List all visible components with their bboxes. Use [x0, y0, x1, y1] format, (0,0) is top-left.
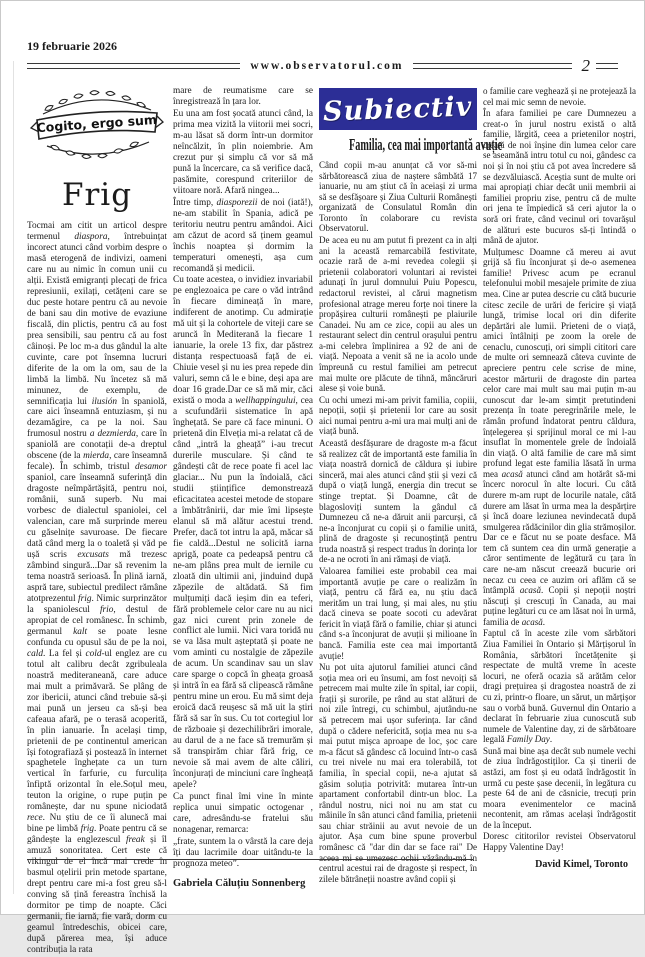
- page-header: [1, 1, 644, 74]
- site-url[interactable]: www.observatorul.com: [250, 59, 404, 72]
- paragraph: mare de reumatisme care se înregistrează în țara lor.: [173, 86, 313, 107]
- paragraph: Faptul că în aceste zile vom sărbători Ziua Familiei în Ontario și Mărțișorul în România, sărbători încetățenite și respectate de multă vreme în aceste locuri, ne oferă ocazia să arătăm celor dragi prețuirea și dragostea noastră de zi cu zi, printr-o floare, un sărut, un mărțișor sau o vorbă bună. Guvernul din Ontario a declarat în februarie ziua cunoscută sub numele de Valentine day, zi de sărbătoare legală Family Day.: [483, 628, 636, 745]
- content-columns: [1, 74, 644, 957]
- familia-text-col1: [319, 160, 477, 884]
- paragraph: o familie care veghează și ne protejează la cel mai mic semn de nevoie.: [483, 86, 636, 107]
- paragraph: În afara familiei pe care Dumnezeu a creat-o în jurul nostru există o altă familie, lărgită, ceea a prietenilor noștri, creată de noi înșine din lumea celor care se aseamănă intru totul cu noi, gândesc ca noi și în noi știu că pot avea încredere să se dezvăluiască. Aceștia sunt de multe ori mai apropiați chiar decât unii membrii ai familiei propriu zise, pentru că de multe ori jena te împiedică să ceri ajutor la o soră ori frate, când vecinul ori tovarășul de alături este bucuros să-ți întindă o mână de ajutor.: [483, 108, 636, 246]
- familia-column-2: [483, 84, 636, 870]
- paragraph: Nu pot uita ajutorul familiei atunci când soția mea ori eu însumi, am fost nevoiți să petrecem mai multe zile în spital, iar copii, frații și surorile, pe rând au stat alături de noi zile întregi, cu schimbul, ajutându-ne să petrecem mai ușor suferința. Iar când după o cădere nefericită, soția mea nu s-a mai putut mișca aproape de loc, șoc care m-a făcut să gândesc că locuind într-o casă cu trei nivele nu mai era tolerabilă, tot familia, în special copii, ne-a ajutat să găsim soluția potrivită: mutarea într-un apartament confortabil dintr-un bloc. La rândul nostru, nici noi nu am stat cu mâinile în sân atunci când familia, prietenii sau chiar străinii au avut nevoie de un ajutor. Așa cum bine spune proverbul românesc că "dar din dar se face rai" De aceea mi se umezesc ochii văzându-mă în centrul acestui rai de dragoste și respect, în zilele bătrâneții noastre având copii și: [319, 662, 477, 884]
- paragraph: Valoarea familiei este probabil cea mai importantă avuție pe care o realizăm în viață, pentru că fără ea, nu știu dacă merităm un trai lung, și mai ales, nu știu dacă cineva se poate socoti cu adevărat fericit în viață fără o familie, chiar și atunci când s-a înconjurat de avuții și milioane în bancă. Familia este cea mai importantă avuție!: [319, 565, 477, 661]
- header-rule-end: [596, 63, 618, 69]
- subiectiv-banner-text: Subiectiv: [322, 90, 474, 128]
- author-signature-familia: David Kimel, Toronto: [535, 858, 628, 870]
- paragraph: „frate, suntem la o vârstă la care deja îți dau lacrimile doar uitându-te la prognoza meteo”.: [173, 836, 313, 869]
- cogito-logo-text: Cogito, ergo sum: [36, 111, 158, 136]
- paragraph: Sună mai bine așa decât sub numele vechi de ziua îndrăgostiților. Ca și tinerii de astăzi, am fost și eu odată îndrăgostit în urmă cu peste șase decenii, în legătura cu peste 64 de ani de căsnicie, trecuți prin moara evenimentelor ce macină necontenit, am rămas același îndrăgostit de la început.: [483, 745, 636, 830]
- paragraph: Doresc cititorilor revistei Observatorul Happy Valentine Day!: [483, 831, 636, 853]
- paragraph: De acea eu nu am putut fi prezent ca in alți ani la această remarcabilă festivitate, ocazie rară de a-mi revedea colegii și prietenii colaboratori voluntari ai revistei adunați în jurul domnului Puiu Popescu, redactorul revistei, al cărui magnetism profesional atrage mereu forțe noi tinere la propășirea culturii românești pe plaiurile Canadei. Nu am ce zice, copii au ales un restaurant select din centrul orașului pentru a-mi celebra împlinirea a 92 de ani de viață. Nepoata a venit să ne ia acolo unde împreună cu restul familiei am petrecut mai multe ore plăcute de tihnă, mâncăruri alese și voie bună.: [319, 235, 477, 394]
- author-signature-frig: Gabriela Căluțiu Sonnenberg: [173, 877, 306, 889]
- page-number: 2: [581, 56, 590, 75]
- frig-text-col2: [173, 86, 313, 870]
- frig-column-1: [27, 84, 167, 957]
- header-rule-left: [27, 63, 240, 69]
- article-title-frig: Frig: [61, 177, 133, 213]
- paragraph: Cu toate acestea, o invidiez invariabil pe englezoaica pe care o văd intrând în fiecare dimineață în mare, indiferent de anotimp. Cu admirație mă uit și la cohortele de viteji care se aruncă în Mediterană la fiecare 1 ianuarie, la orele 13 fix, dar păstrez distanța respectuoasă față de ei. Chiuie vesel și nu ies prea repede din valuri, semn că le e bine, deși apa are doar 16 grade.Dar ce să mă mir, căci există o moda a wellhappingului, cea a scufundării sistematice în apă înghețată. Se pare că face minuni. O prietenă din Elveția mi-a relatat că de când „intră la gheață” i-au trecut durerile musculare. Și când te gândești cât de rece poate fi acel lac glaciar... Nu pun la îndoială, căci studii științifice demonstrează eficacitatea acestei metode de stopare a îmbătrânirii, dar mie îmi lipsește elanul să mă alătur acestui trend. Prefer, dacă tot intru la apă, măcar să fie caldă...Destul ne solicită iarna aprigă, poate ca pedeapsă pentru că ne-am plâns prea mult de iernile cu zloată din ultimii ani, jinduind după zăpezile de altădată. Să fim mulțumiți dacă ieșim din ea teferi, fără problemele celor care nu au nici gaz nici curent prin zonele de conflict ale lumii. Nici vara toridă nu se va lăsa mult așteptată și poate ne vom aminti cu nostalgie de zăpezile de acum. Un scandinav sau un slav care sparge o copcă în gheața groasă și intră în ea fără să clipească rămâne pentru mine un erou. Eu mă simt deja eroică dacă reușesc să mă uit la știri fără să sar în sus. Cu tot cortegiul lor de războaie și dezechilibrări imorale, au darul de a ne face să tremurăm și să transpirăm chiar fără frig, ce nevoie să mai avem de alte căliri, înconjurați de minciuni care îngheață apele?: [173, 275, 313, 791]
- bottom-rule: [27, 859, 473, 860]
- paragraph: Între timp, diasporezii de noi (iată!), ne-am stabilit în Spania, adică pe teritoriu neutru pentru amândoi. Aici am căzut de acord să ținem geamul închis noaptea și dormim la temperaturi omenești, așa cum recomandă și medicii.: [173, 197, 313, 274]
- paragraph: Ca punct final îmi vine în minte replica unui simpatic octogenar , care, adresându-se fratelui său nonagenar, remarca:: [173, 792, 313, 835]
- paragraph: Cu ochi umezi mi-am privit familia, copiii, nepoții, soții și prietenii lor care au sosit aici numai pentru a-mi ura mai mulți ani de viață bună.: [319, 394, 477, 437]
- laurel-top-leaves: [44, 90, 146, 111]
- header-rule-right: [413, 63, 571, 69]
- familia-column-1: [319, 84, 503, 885]
- cogito-ergo-sum-logo: [27, 84, 167, 170]
- frig-text-col1: [27, 221, 167, 956]
- issue-date: 19 februarie 2026: [27, 39, 117, 53]
- paragraph: Mulțumesc Doamne că mereu ai avut grijă să fiu înconjurat și de-o asemenea familie! Privesc acum pe ecranul telefonului mobil mesajele primite de ziua mea. Cine ar putea descrie cu câtă bucurie citesc zecile de urări de fericire și viață lungă, trimise local ori din diferite depărtări ale lumii. Prieteni de o viață, amici întâlniți pe zoom la orele de cenaclu, cunoscuți, ori simpli cititori care de multe ori semnează câteva cuvinte de apreciere pentru cele scrise de mine, acestor mărturii de dragoste din partea celor care mai mult sau mai puțin m-au cunoscut dar le-am simțit pretutindeni prezența în toate peregrinările mele, le rămân profund îndatorat pentru căldura, înțelegerea și sprijinul moral ce mi l-au insuflat în momentele grele de îndoială din viață. O altă familie de care mă simt profund legat este familia lăsată în urma mea acasă atunci când am hotărât să-mi încerc norocul în alte locuri. Cu câtă durere m-am rupt de locurile natale, câtă durere am lăsat în urma mea la despărțire și încă doare leziunea nevindecată după smulgerea rădăcinilor din glia strămoșilor. Dar ce e făcut nu se poate desface. Mă tem că suntem cea din urmă generație a căror sentimente de legătură cu țara în care ne-am născut creează bucurie ori necaz cu ceea ce auzim ori aflăm că se întâmplă acasă. Copii și nepoții noștri născuți și crescuți în Canada, au mai puține legături cu ce am lăsat noi în urmă, familia de acasă.: [483, 246, 637, 627]
- article-title-familia: Familia, cea mai importantă avuție: [349, 135, 503, 154]
- paragraph: Eu una am fost șocată atunci când, la prima mea vizită la viitorii mei socri, m-au lăsat să dorm într-un dormitor neîncălzit, în plin noiembrie. Am crezut pur și simplu că vor să mă pună la încercare, ca să verifice dacă, pasămite, corespund criteriilor de viitoare noră. Afară ningea...: [173, 108, 313, 196]
- header-rule-row: [27, 57, 618, 74]
- frig-column-2: [173, 84, 313, 889]
- paragraph: Tocmai am citit un articol despre termenul diaspora, întrebuințat incorect atunci când vorbim despre o masă eterogenă de indivizi, oameni care nu au nimic în comun unii cu alții. Există emigranți plecați de frica represiunii, exilați, cetățeni care se duc peste hotare pentru că au nevoie de bani sau din motive de evaziune fiscală, din plictis, pentru că au fost prea sensibili, sau pentru că au fost câinoși. Pe loc m-a dus gândul la alte cuvinte, care pot însemna lucruri diferite de la om la om, sau de la limbă la limbă. Nu încetez să mă minunez, de exemplu, de semnificația lui ilusión în spaniolă, care aici înseamnă entuziasm, și nu dezamăgire, ca pe la noi. Sau frumosul nostru a dezmierda, care în spaniolă are conotații de-a dreptul obscene (de la mierda, care înseamnă fecale). În schimb, tristul desamor spaniol, care înseamnă suferință din dragoste neîmpărtășită, pentru noi, românii, sună superb. Nu mai vorbesc de dialectul spaniolei, cel valencian, care mă surprinde mereu cu găselnițe savuroase. De fiecare dată când merg la o toaletă și văd pe ușă scris excusats mă trezesc zâmbind singură...Dar să revenim la tema noastră serioasă. În plină iarnă, aspră tare, subiectul predilect rămâne atotprezentul frig. Nimic surprinzător la spaniolescul frio, destul de apropiat de cel românesc. În schimb, germanul kalt se poate lesne confunda cu opusul său de pe la noi, cald. La fel și cold-ul englez are cu totul alt calibru decât zgribuleala noastră mediteraneană, care aduce mai mult a primăvară. Se plâng de zor ibericii, atunci când trebuie să-și mai pună un jerseu ca să-și bea cafeaua afară, pe o terasă acoperită, în plin ianuarie. În același timp, prietenii de pe continentul american își fotografiază și postează în internet spaghetele înghețate ca un turn vertical în farfurie, cu furculița înfiptă orizontal în ele.Soțul meu, teuton la origine, o rupe puțin pe românește, dar nu spune niciodată rece. Nu știu de ce îi alunecă mai bine pe limbă frig. Poate pentru că se gândește la englezescul freak și îl amuză sonoritatea. Cert este că vikingul de el încă mai crede în basmul oțelirii prin metode spartane, drept pentru care mi-a fost greu să-l conving să țină fereastra închisă la dormitor pe timp de noapte. Căci germanii, fie iarnă, fie vară, dorm cu geamul întredeschis, obicei care, după părerea mea, își aduce contribuția la rata: [27, 221, 168, 955]
- paragraph: Această desfășurare de dragoste m-a făcut să realizez cât de importantă este familia în viața noastră dornică de căldura și iubire sinceră, mai ales atunci când știi și vezi că după o viață lungă, energia din trecut se stinge treptat. Și Doamne, cât de blagosloviți suntem la gândul că Dumnezeu că ne-a dăruit anii parcurși, că ne-a înconjurat cu copii și o familie unită, plină de dragoste și recunoștință pentru truda noastră și respect tradus în dorința lor de-a ne ocroti în ani rămași de viață.: [319, 438, 477, 565]
- subiectiv-banner: [319, 88, 477, 130]
- paragraph: Când copii m-au anunțat că vor să-mi sărbătorească ziua de naștere sâmbătă 17 ianuarie, nu am știut că în aceiași zi urma să se desfășoare și Ziua Culturii Românești organizată de Consulatul Român din Toronto în colaborare cu revista Observatorul.: [319, 160, 477, 234]
- familia-text-col2: [483, 86, 636, 853]
